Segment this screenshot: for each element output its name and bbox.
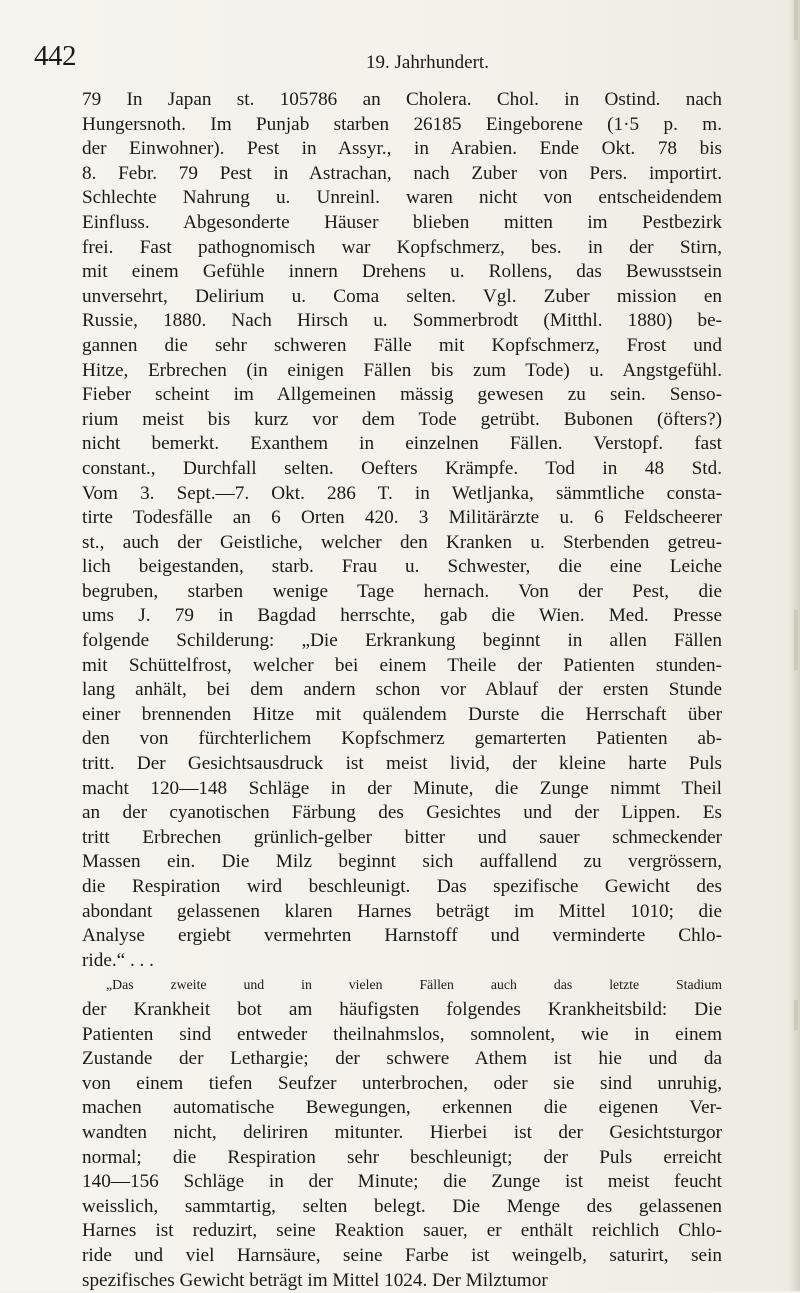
text-line: tirte Todesfälle an 6 Orten 420. 3 Militärärzte u. 6 Feldscheerer xyxy=(82,506,722,531)
text-line: abondant gelassenen klaren Harnes beträgt im Mittel 1010; die xyxy=(82,900,722,925)
text-line: begruben, starben wenige Tage hernach. Von der Pest, die xyxy=(82,580,722,605)
page-edge-mark xyxy=(794,1000,798,1030)
text-line: lich beigestanden, starb. Frau u. Schwester, die eine Leiche xyxy=(82,555,722,580)
text-line: von einem tiefen Seufzer unterbrochen, oder sie sind unruhig, xyxy=(82,1072,722,1097)
text-line: Analyse ergiebt vermehrten Harnstoff und verminderte Chlo- xyxy=(82,924,722,949)
text-line: ride.“ . . . xyxy=(82,949,722,974)
text-line: nicht bemerkt. Exanthem in einzelnen Fällen. Verstopf. fast xyxy=(82,432,722,457)
text-line: „Das zweite und in vielen Fällen auch das letzte Stadium xyxy=(82,973,722,998)
text-line: Fieber scheint im Allgemeinen mässig gewesen zu sein. Senso- xyxy=(82,383,722,408)
page-number: 442 xyxy=(34,40,76,73)
text-line: der Einwohner). Pest in Assyr., in Arabien. Ende Okt. 78 bis xyxy=(82,137,722,162)
text-line: lang anhält, bei dem andern schon vor Ablauf der ersten Stunde xyxy=(82,678,722,703)
text-line: Schlechte Nahrung u. Unreinl. waren nicht von entscheidendem xyxy=(82,186,722,211)
text-line: Zustande der Lethargie; der schwere Athem ist hie und da xyxy=(82,1047,722,1072)
paragraph xyxy=(82,973,722,1293)
page-edge-mark xyxy=(794,0,798,40)
paragraph xyxy=(82,88,722,973)
page-header xyxy=(34,40,774,80)
text-line: die Respiration wird beschleunigt. Das spezifische Gewicht des xyxy=(82,875,722,900)
text-line: weisslich, sammtartig, selten belegt. Die Menge des gelassenen xyxy=(82,1195,722,1220)
text-line: constant., Durchfall selten. Oefters Krämpfe. Tod in 48 Std. xyxy=(82,457,722,482)
text-line: 79 In Japan st. 105786 an Cholera. Chol. in Ostind. nach xyxy=(82,88,722,113)
text-line: st., auch der Geistliche, welcher den Kranken u. Sterbenden getreu- xyxy=(82,531,722,556)
text-line: tritt Erbrechen grünlich-gelber bitter und sauer schmeckender xyxy=(82,826,722,851)
text-line: Vom 3. Sept.—7. Okt. 286 T. in Wetljanka, sämmtliche consta- xyxy=(82,482,722,507)
text-line: unversehrt, Delirium u. Coma selten. Vgl. Zuber mission en xyxy=(82,285,722,310)
text-line: machen automatische Bewegungen, erkennen die eigenen Ver- xyxy=(82,1096,722,1121)
text-line: 140—156 Schläge in der Minute; die Zunge ist meist feucht xyxy=(82,1170,722,1195)
text-line: folgende Schilderung: „Die Erkrankung beginnt in allen Fällen xyxy=(82,629,722,654)
text-line: Massen ein. Die Milz beginnt sich auffallend zu vergrössern, xyxy=(82,850,722,875)
body-text xyxy=(82,88,722,1293)
text-line: spezifisches Gewicht beträgt im Mittel 1024. Der Milztumor xyxy=(82,1269,722,1293)
text-line: an der cyanotischen Färbung des Gesichtes und der Lippen. Es xyxy=(82,801,722,826)
text-line: Harnes ist reduzirt, seine Reaktion sauer, er enthält reichlich Chlo- xyxy=(82,1219,722,1244)
text-line: einer brennenden Hitze mit quälendem Durste die Herrschaft über xyxy=(82,703,722,728)
text-line: wandten nicht, deliriren mitunter. Hierbei ist der Gesichtsturgor xyxy=(82,1121,722,1146)
text-line: Patienten sind entweder theilnahmslos, somnolent, wie in einem xyxy=(82,1023,722,1048)
text-line: Hungersnoth. Im Punjab starben 26185 Eingeborene (1·5 p. m. xyxy=(82,113,722,138)
text-line: Hitze, Erbrechen (in einigen Fällen bis zum Tode) u. Angstgefühl. xyxy=(82,359,722,384)
text-line: gannen die sehr schweren Fälle mit Kopfschmerz, Frost und xyxy=(82,334,722,359)
text-line: 8. Febr. 79 Pest in Astrachan, nach Zuber von Pers. importirt. xyxy=(82,162,722,187)
text-line: mit einem Gefühle innern Drehens u. Rollens, das Bewusstsein xyxy=(82,260,722,285)
text-line: Russie, 1880. Nach Hirsch u. Sommerbrodt (Mitthl. 1880) be- xyxy=(82,309,722,334)
text-line: der Krankheit bot am häufigsten folgendes Krankheitsbild: Die xyxy=(82,998,722,1023)
text-line: ums J. 79 in Bagdad herrschte, gab die Wien. Med. Presse xyxy=(82,604,722,629)
text-line: macht 120—148 Schläge in der Minute, die Zunge nimmt Theil xyxy=(82,777,722,802)
text-line: mit Schüttelfrost, welcher bei einem Theile der Patienten stunden- xyxy=(82,654,722,679)
text-line: den von fürchterlichem Kopfschmerz gemarterten Patienten ab- xyxy=(82,727,722,752)
text-line: rium meist bis kurz vor dem Tode getrübt. Bubonen (öfters?) xyxy=(82,408,722,433)
text-line: frei. Fast pathognomisch war Kopfschmerz, bes. in der Stirn, xyxy=(82,236,722,261)
text-line: ride und viel Harnsäure, seine Farbe ist weingelb, saturirt, sein xyxy=(82,1244,722,1269)
text-line: normal; die Respiration sehr beschleunigt; der Puls erreicht xyxy=(82,1146,722,1171)
text-line: Einfluss. Abgesonderte Häuser blieben mitten im Pestbezirk xyxy=(82,211,722,236)
text-line: tritt. Der Gesichtsausdruck ist meist livid, der kleine harte Puls xyxy=(82,752,722,777)
running-head: 19. Jahrhundert. xyxy=(366,52,489,74)
page-edge-mark xyxy=(794,610,798,670)
